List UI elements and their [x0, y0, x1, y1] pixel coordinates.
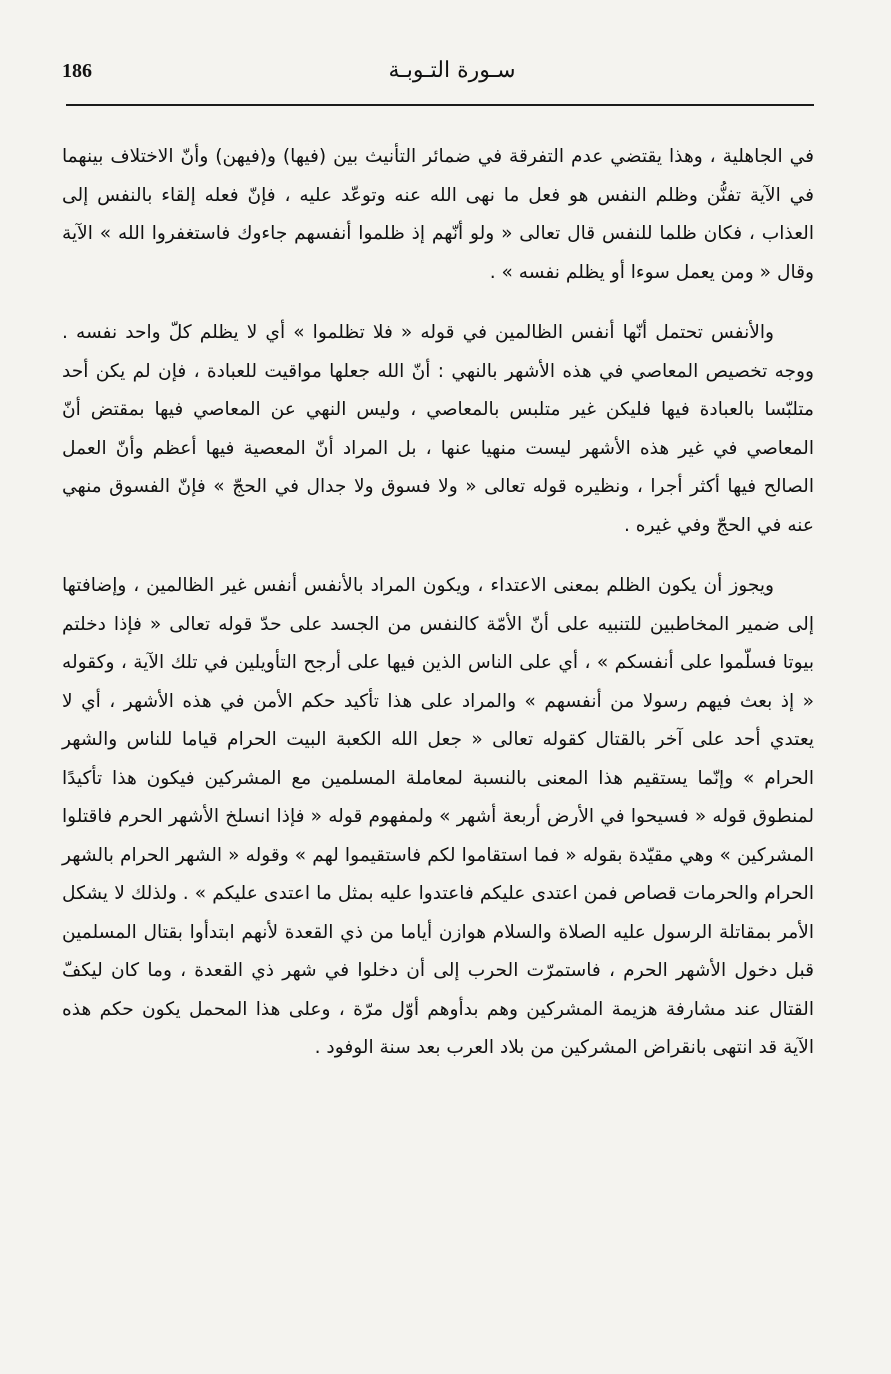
paragraph-1: في الجاهلية ، وهذا يقتضي عدم التفرقة في ضمائر التأنيث بين (فيها) و(فيهن) وأنّ الاختلاف بينهما في الآية تفنُّن وظلم النفس هو فعل ما نهى الله عنه وتوعّد عليه ، فإنّ فعله إلقاء بالنفس إلى العذاب ، فكان ظلما للنفس قال تعالى « ولو أنّهم إذ ظلموا أنفسهم جاءوك فاستغفروا الله » الآية وقال « ومن يعمل سوءا أو يظلم نفسه » . [62, 146, 814, 283]
page-number: 186 [62, 60, 92, 82]
header-divider [66, 104, 814, 106]
surah-title: سـورة التـوبـة [388, 58, 516, 83]
paragraph-3: ويجوز أن يكون الظلم بمعنى الاعتداء ، ويكون المراد بالأنفس أنفس غير الظالمين ، وإضافتها إلى ضمير المخاطبين للتنبيه على أنّ الأمّة كالنفس من الجسد على حدّ قوله تعالى « فإذا دخلتم بيوتا فسلّموا على أنفسكم » ، أي على الناس الذين فيها على أرجح التأويلين في تلك الآية ، وكقوله « إذ بعث فيهم رسولا من أنفسهم » والمراد على هذا تأكيد حكم الأمن في هذه الأشهر ، أي لا يعتدي أحد على آخر بالقتال كقوله تعالى « جعل الله الكعبة البيت الحرام قياما للناس والشهر الحرام » وإنّما يستقيم هذا المعنى بالنسبة لمعاملة المسلمين مع المشركين فيكون هذا تأكيدًا لمنطوق قوله « فسيحوا في الأرض أربعة أشهر » ولمفهوم قوله « فإذا انسلخ الأشهر الحرم فاقتلوا المشركين » وهي مقيّدة بقوله « فما استقاموا لكم فاستقيموا لهم » وقوله « الشهر الحرام بالشهر الحرام والحرمات قصاص فمن اعتدى عليكم فاعتدوا عليه بمثل ما اعتدى عليكم » . ولذلك لا يشكل الأمر بمقاتلة الرسول عليه الصلاة والسلام هوازن أياما من ذي القعدة لأنهم ابتدأوا بقتال المسلمين قبل دخول الأشهر الحرم ، فاستمرّت الحرب إلى أن دخلوا في شهر ذي القعدة ، وما كان ليكفّ القتال عند مشارفة هزيمة المشركين وهم بدأوهم أوّل مرّة ، وعلى هذا المحمل يكون حكم هذه الآية قد انتهى بانقراض المشركين من بلاد العرب بعد سنة الوفود . [62, 575, 814, 1058]
page-header [62, 58, 814, 94]
paragraph-2: والأنفس تحتمل أنّها أنفس الظالمين في قوله « فلا تظلموا » أي لا يظلم كلّ واحد نفسه . ووجه تخصيص المعاصي في هذه الأشهر بالنهي : أنّ الله جعلها مواقيت للعبادة ، فإن لم يكن أحد متلبّسا بالعبادة فيها فليكن غير متلبس بالمعاصي ، وليس النهي عن المعاصي فيها بمقتض أنّ المعاصي في غير هذه الأشهر ليست منهيا عنها ، بل المراد أنّ المعصية فيها أعظم وأنّ العمل الصالح فيها أكثر أجرا ، ونظيره قوله تعالى « ولا فسوق ولا جدال في الحجّ » فإنّ الفسوق منهي عنه في الحجّ وفي غيره . [62, 322, 814, 536]
page-body [62, 138, 814, 1068]
